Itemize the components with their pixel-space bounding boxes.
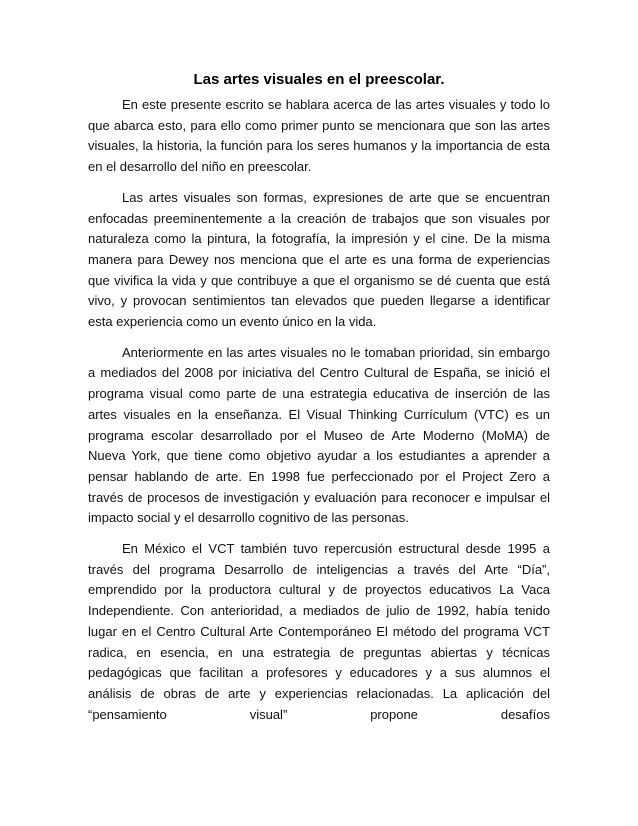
paragraph-definition: Las artes visuales son formas, expresiones de arte que se encuentran enfocadas preeminentemente a la creación de trabajos que son visuales por naturaleza como la pintura, la fotografía, la impresión y el cine. De la misma manera para Dewey nos menciona que el arte es una forma de experiencias que vivifica la vida y que contribuye a que el organismo se dé cuenta que está vivo, y provocan sentimientos tan elevados que pueden llegarse a identificar esta experiencia como un evento único en la vida. [88, 189, 550, 330]
paragraph-history: Anteriormente en las artes visuales no le tomaban prioridad, sin embargo a mediados del 2008 por iniciativa del Centro Cultural de España, se inició el programa visual como parte de una estrategia educativa de inserción de las artes visuales en la enseñanza. El Visual Thinking Currículum (VTC) es un programa escolar desarrollado por el Museo de Arte Moderno (MoMA) de Nueva York, que tiene como objetivo ayudar a los estudiantes a aprender a pensar hablando de arte. En 1998 fue perfeccionado por el Project Zero a través de procesos de investigación y evaluación para reconocer e impulsar el impacto social y el desarrollo cognitivo de las personas. [88, 344, 550, 526]
paragraph-mexico: En México el VCT también tuvo repercusión estructural desde 1995 a través del programa Desarrollo de inteligencias a través del Arte “Día”, emprendido por la productora cultural y de proyectos educativos La Vaca Independiente. Con anterioridad, a mediados de julio de 1992, había tenido lugar en el Centro Cultural Arte Contemporáneo El método del programa VCT radica, en esencia, en una estrategia de preguntas abiertas y técnicas pedagógicas que facilitan a profesores y educadores y a sus alumnos el análisis de obras de arte y experiencias relacionadas. La aplicación del “pensamiento visual” propone desafíos [88, 541, 550, 722]
document-title: Las artes visuales en el preescolar. [193, 71, 445, 88]
document-body [88, 95, 550, 725]
paragraph-intro: En este presente escrito se hablara acerca de las artes visuales y todo lo que abarca esto, para ello como primer punto se mencionara que son las artes visuales, la historia, la función para los seres humanos y la importancia de esta en el desarrollo del niño en preescolar. [88, 97, 550, 175]
